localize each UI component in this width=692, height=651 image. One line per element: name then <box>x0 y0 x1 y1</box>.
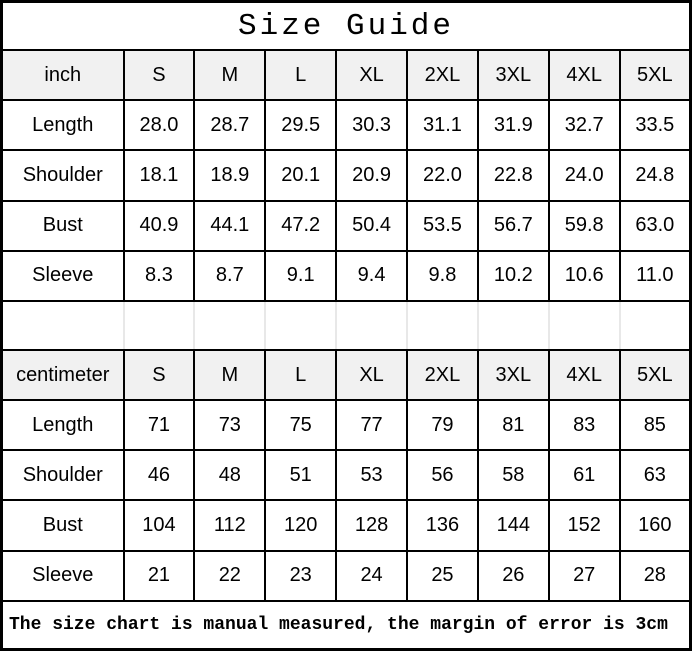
spacer-cell <box>2 301 124 350</box>
measurement-cell: 56.7 <box>478 201 549 251</box>
measurement-cell: 160 <box>620 500 691 550</box>
size-header-cell: M <box>194 350 265 400</box>
measurement-cell: 120 <box>265 500 336 550</box>
measurement-cell: 31.9 <box>478 100 549 150</box>
size-header-cell: XL <box>336 350 407 400</box>
measurement-cell: 10.2 <box>478 251 549 301</box>
measurement-cell: 21 <box>124 551 195 601</box>
measurement-cell: 53.5 <box>407 201 478 251</box>
size-header-cell: 3XL <box>478 350 549 400</box>
measurement-cell: 128 <box>336 500 407 550</box>
measurement-cell: 20.9 <box>336 150 407 200</box>
measurement-cell: 56 <box>407 450 478 500</box>
measurement-cell: 53 <box>336 450 407 500</box>
measurement-cell: 10.6 <box>549 251 620 301</box>
size-header-cell: S <box>124 350 195 400</box>
size-header-cell: 3XL <box>478 50 549 100</box>
measurement-row-bust-centimeter <box>2 500 691 550</box>
unit-header-row-inch <box>2 50 691 100</box>
size-header-cell: M <box>194 50 265 100</box>
measurement-cell: 8.7 <box>194 251 265 301</box>
unit-label-centimeter: centimeter <box>2 350 124 400</box>
size-header-cell: 2XL <box>407 50 478 100</box>
measurement-cell: 44.1 <box>194 201 265 251</box>
measurement-cell: 51 <box>265 450 336 500</box>
measurement-cell: 22.0 <box>407 150 478 200</box>
measurement-cell: 48 <box>194 450 265 500</box>
size-header-cell: 4XL <box>549 350 620 400</box>
footer-note: The size chart is manual measured, the margin of error is 3cm <box>2 601 691 650</box>
measurement-cell: 18.1 <box>124 150 195 200</box>
measurement-label: Sleeve <box>2 251 124 301</box>
measurement-cell: 58 <box>478 450 549 500</box>
measurement-cell: 144 <box>478 500 549 550</box>
measurement-label: Shoulder <box>2 150 124 200</box>
size-header-cell: S <box>124 50 195 100</box>
spacer-cell <box>124 301 195 350</box>
measurement-row-bust-inch <box>2 201 691 251</box>
unit-header-row-centimeter <box>2 350 691 400</box>
size-header-cell: 2XL <box>407 350 478 400</box>
measurement-row-length-centimeter <box>2 400 691 450</box>
measurement-cell: 63 <box>620 450 691 500</box>
spacer-cell <box>265 301 336 350</box>
spacer-cell <box>549 301 620 350</box>
measurement-cell: 112 <box>194 500 265 550</box>
measurement-cell: 9.1 <box>265 251 336 301</box>
measurement-cell: 23 <box>265 551 336 601</box>
measurement-row-shoulder-inch <box>2 150 691 200</box>
measurement-cell: 81 <box>478 400 549 450</box>
measurement-cell: 71 <box>124 400 195 450</box>
measurement-cell: 26 <box>478 551 549 601</box>
measurement-cell: 20.1 <box>265 150 336 200</box>
measurement-row-sleeve-inch <box>2 251 691 301</box>
measurement-cell: 152 <box>549 500 620 550</box>
measurement-cell: 24.0 <box>549 150 620 200</box>
measurement-cell: 9.4 <box>336 251 407 301</box>
measurement-cell: 33.5 <box>620 100 691 150</box>
size-header-cell: XL <box>336 50 407 100</box>
size-header-cell: 4XL <box>549 50 620 100</box>
measurement-label: Length <box>2 400 124 450</box>
measurement-cell: 32.7 <box>549 100 620 150</box>
measurement-cell: 47.2 <box>265 201 336 251</box>
spacer-cell <box>336 301 407 350</box>
measurement-row-sleeve-centimeter <box>2 551 691 601</box>
measurement-cell: 28 <box>620 551 691 601</box>
measurement-cell: 77 <box>336 400 407 450</box>
measurement-cell: 79 <box>407 400 478 450</box>
measurement-cell: 31.1 <box>407 100 478 150</box>
spacer-cell <box>194 301 265 350</box>
measurement-cell: 28.7 <box>194 100 265 150</box>
measurement-cell: 8.3 <box>124 251 195 301</box>
measurement-cell: 136 <box>407 500 478 550</box>
measurement-label: Bust <box>2 500 124 550</box>
measurement-cell: 28.0 <box>124 100 195 150</box>
measurement-cell: 29.5 <box>265 100 336 150</box>
size-header-cell: L <box>265 50 336 100</box>
measurement-cell: 25 <box>407 551 478 601</box>
measurement-cell: 22.8 <box>478 150 549 200</box>
measurement-cell: 83 <box>549 400 620 450</box>
measurement-cell: 104 <box>124 500 195 550</box>
spacer-cell <box>407 301 478 350</box>
size-header-cell: 5XL <box>620 350 691 400</box>
measurement-cell: 22 <box>194 551 265 601</box>
measurement-label: Bust <box>2 201 124 251</box>
measurement-cell: 11.0 <box>620 251 691 301</box>
spacer-cell <box>478 301 549 350</box>
measurement-cell: 63.0 <box>620 201 691 251</box>
measurement-cell: 46 <box>124 450 195 500</box>
measurement-cell: 27 <box>549 551 620 601</box>
spacer-cell <box>620 301 691 350</box>
size-header-cell: 5XL <box>620 50 691 100</box>
measurement-cell: 59.8 <box>549 201 620 251</box>
measurement-label: Length <box>2 100 124 150</box>
unit-label-inch: inch <box>2 50 124 100</box>
measurement-label: Shoulder <box>2 450 124 500</box>
measurement-cell: 61 <box>549 450 620 500</box>
footer-row <box>2 601 691 650</box>
size-header-cell: L <box>265 350 336 400</box>
measurement-cell: 24 <box>336 551 407 601</box>
measurement-label: Sleeve <box>2 551 124 601</box>
measurement-cell: 40.9 <box>124 201 195 251</box>
spacer-row <box>2 301 691 350</box>
measurement-cell: 30.3 <box>336 100 407 150</box>
measurement-cell: 18.9 <box>194 150 265 200</box>
measurement-row-shoulder-centimeter <box>2 450 691 500</box>
measurement-row-length-inch <box>2 100 691 150</box>
measurement-cell: 9.8 <box>407 251 478 301</box>
measurement-cell: 73 <box>194 400 265 450</box>
measurement-cell: 75 <box>265 400 336 450</box>
measurement-cell: 24.8 <box>620 150 691 200</box>
title-row <box>2 2 691 51</box>
measurement-cell: 50.4 <box>336 201 407 251</box>
page-title: Size Guide <box>2 2 691 51</box>
size-guide-body <box>2 2 691 650</box>
measurement-cell: 85 <box>620 400 691 450</box>
